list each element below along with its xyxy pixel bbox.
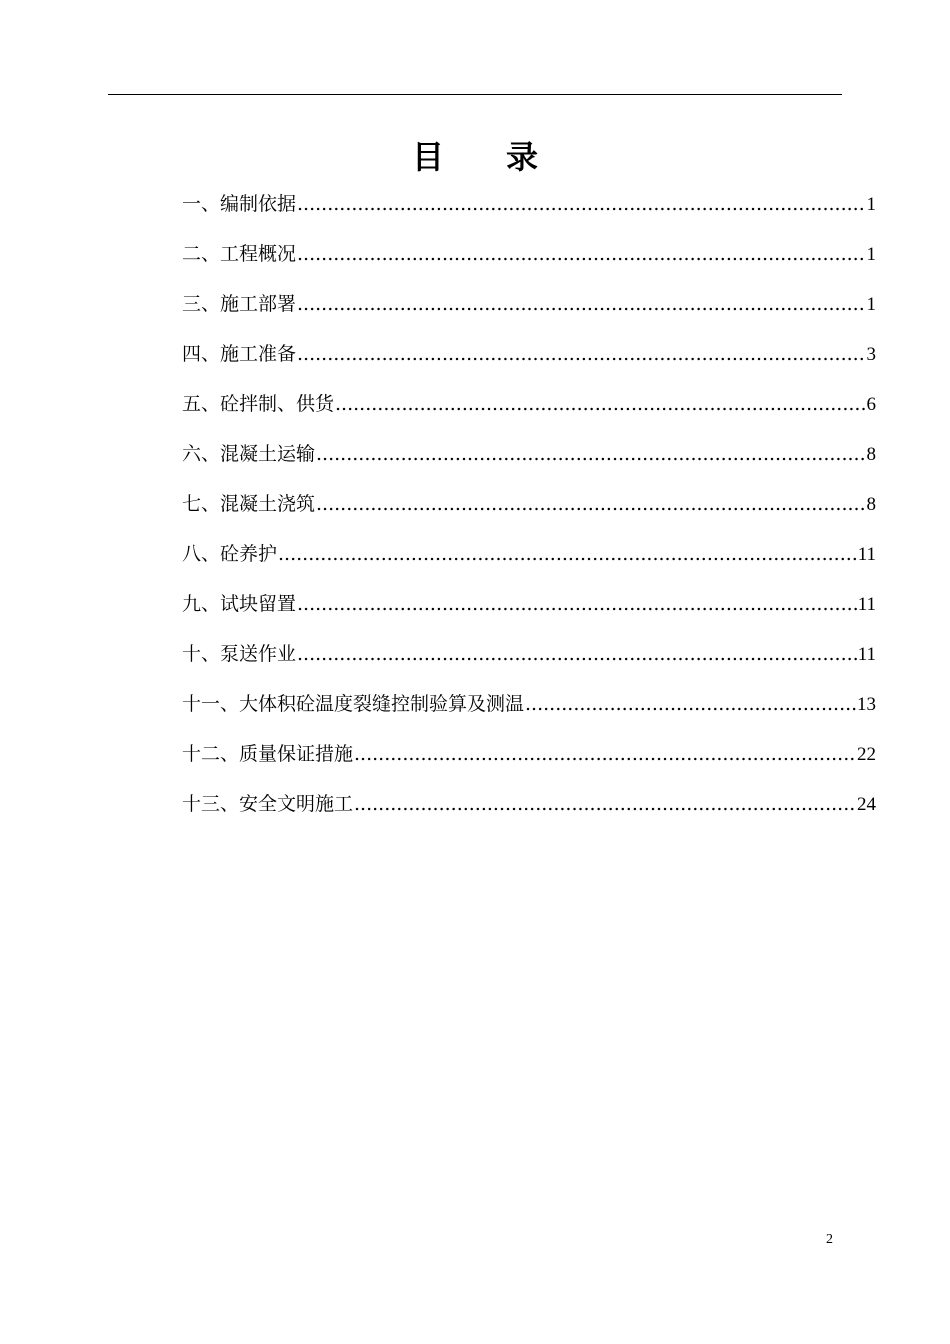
toc-dot-leader xyxy=(297,588,857,620)
toc-entry-page: 3 xyxy=(866,344,876,365)
toc-entry-label: 九、试块留置 xyxy=(182,593,297,615)
toc-entry-label: 八、砼养护 xyxy=(182,543,278,565)
toc-entry-8[interactable] xyxy=(182,538,876,588)
toc-dot-leader xyxy=(297,288,865,320)
toc-title-char-1: 目 xyxy=(411,138,444,176)
toc-dot-leader xyxy=(297,238,865,270)
toc-entry-3[interactable] xyxy=(182,288,876,338)
toc-entry-label: 十一、大体积砼温度裂缝控制验算及测温 xyxy=(182,693,525,715)
toc-entry-13[interactable] xyxy=(182,788,876,838)
page-number: 2 xyxy=(826,1232,833,1247)
toc-dot-leader xyxy=(335,388,865,420)
toc-dot-leader xyxy=(316,488,865,520)
toc-entry-12[interactable] xyxy=(182,738,876,788)
toc-entry-6[interactable] xyxy=(182,438,876,488)
toc-entry-label: 二、工程概况 xyxy=(182,243,297,265)
header-rule xyxy=(108,94,842,95)
toc-entry-label: 十、泵送作业 xyxy=(182,643,297,665)
toc-title xyxy=(0,132,950,178)
toc-title-char-2: 录 xyxy=(506,138,539,176)
toc-entry-page: 1 xyxy=(866,194,876,215)
toc-dot-leader xyxy=(297,638,857,670)
toc-entry-2[interactable] xyxy=(182,238,876,288)
toc-entry-9[interactable] xyxy=(182,588,876,638)
toc-entry-page: 8 xyxy=(866,494,876,515)
toc-dot-leader xyxy=(354,738,856,770)
toc-entry-page: 24 xyxy=(857,794,876,815)
toc-dot-leader xyxy=(297,338,865,370)
toc-entry-page: 11 xyxy=(857,594,876,615)
toc-dot-leader xyxy=(297,188,865,220)
toc-dot-leader xyxy=(525,688,856,720)
toc-dot-leader xyxy=(354,788,856,820)
toc-entry-page: 1 xyxy=(866,294,876,315)
toc-entry-page: 22 xyxy=(857,744,876,765)
toc-entry-label: 三、施工部署 xyxy=(182,293,297,315)
toc-entry-label: 五、砼拌制、供货 xyxy=(182,393,335,415)
toc-entry-label: 十二、质量保证措施 xyxy=(182,743,354,765)
toc-list xyxy=(182,188,876,838)
toc-entry-1[interactable] xyxy=(182,188,876,238)
toc-entry-label: 十三、安全文明施工 xyxy=(182,793,354,815)
toc-entry-label: 一、编制依据 xyxy=(182,193,297,215)
toc-entry-4[interactable] xyxy=(182,338,876,388)
toc-entry-page: 6 xyxy=(866,394,876,415)
toc-entry-page: 11 xyxy=(857,544,876,565)
toc-dot-leader xyxy=(278,538,857,570)
toc-entry-page: 11 xyxy=(857,644,876,665)
toc-entry-10[interactable] xyxy=(182,638,876,688)
toc-entry-label: 七、混凝土浇筑 xyxy=(182,493,316,515)
toc-entry-page: 13 xyxy=(857,694,876,715)
toc-entry-7[interactable] xyxy=(182,488,876,538)
toc-entry-page: 1 xyxy=(866,244,876,265)
toc-dot-leader xyxy=(316,438,865,470)
toc-entry-5[interactable] xyxy=(182,388,876,438)
toc-entry-label: 六、混凝土运输 xyxy=(182,443,316,465)
toc-entry-label: 四、施工准备 xyxy=(182,343,297,365)
toc-entry-11[interactable] xyxy=(182,688,876,738)
toc-entry-page: 8 xyxy=(866,444,876,465)
